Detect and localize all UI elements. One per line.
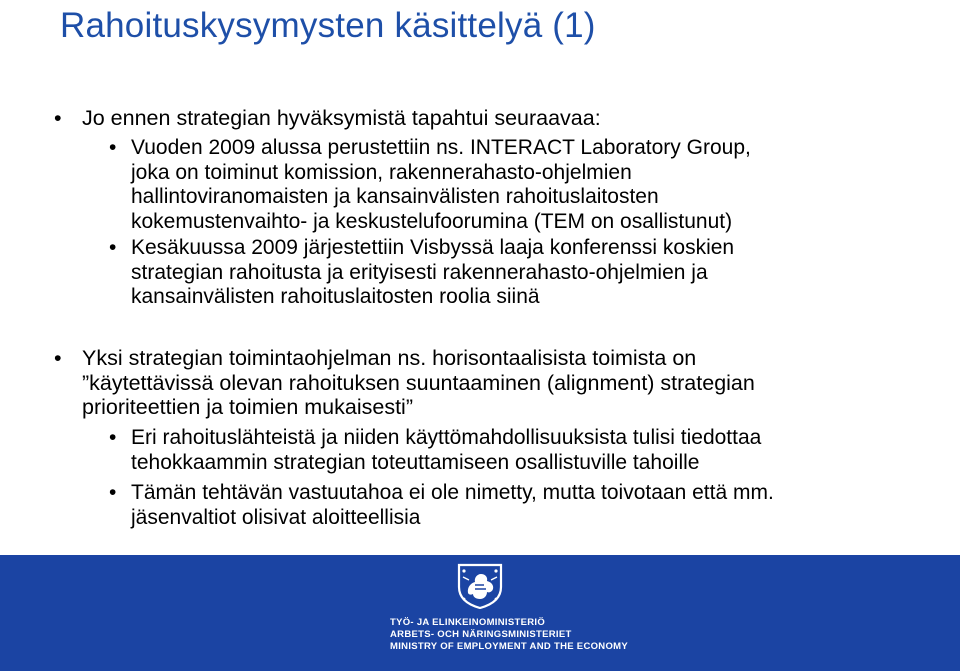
sub-bullet-2-1-line-1: Eri rahoituslähteistä ja niiden käyttömahdollisuuksista tulisi tiedottaa: [131, 426, 762, 449]
bullet-2-line-1: Yksi strategian toimintaohjelman ns. horisontaalisista toimista on: [82, 346, 697, 370]
sub-bullet-marker: •: [109, 236, 117, 259]
bullet-1-line-1: Jo ennen strategian hyväksymistä tapahtui seuraavaa:: [82, 106, 601, 130]
sub-bullet-1-1-line-3: hallintoviranomaisten ja kansainvälisten rahoituslaitosten: [131, 185, 659, 208]
sub-bullet-1-2-line-3: kansainvälisten rahoituslaitosten roolia siinä: [131, 285, 540, 308]
sub-bullet-2-1-line-2: tehokkaammin strategian toteuttamiseen osallistuville tahoille: [131, 450, 700, 474]
sub-bullet-marker: •: [109, 136, 117, 159]
sub-bullet-item-2-2: [109, 481, 774, 530]
bullet-2-line-3: prioriteettien ja toimien mukaisesti”: [82, 395, 413, 419]
ministry-name-english: MINISTRY OF EMPLOYMENT AND THE ECONOMY: [390, 641, 628, 652]
sub-bullet-2-2-line-1: Tämän tehtävän vastuutahoa ei ole nimetty, mutta toivotaan että mm.: [131, 481, 774, 504]
lion-crest-icon: [453, 563, 507, 609]
sub-bullet-1-1-line-1: Vuoden 2009 alussa perustettiin ns. INTERACT Laboratory Group,: [131, 136, 751, 159]
bullet-marker: •: [54, 106, 62, 130]
bullet-item-1: [54, 106, 601, 131]
sub-bullet-2-2-line-2: jäsenvaltiot olisivat aloitteellisia: [131, 505, 421, 529]
bullet-item-2: [54, 346, 755, 420]
sub-bullet-1-2-line-2: strategian rahoitusta ja erityisesti rakennerahasto-ohjelmien ja: [131, 260, 708, 284]
sub-bullet-1-2-line-1: Kesäkuussa 2009 järjestettiin Visbyssä laaja konferenssi koskien: [131, 236, 735, 259]
sub-bullet-marker: •: [109, 426, 117, 449]
slide-title: Rahoituskysymysten käsittelyä (1): [60, 6, 596, 45]
ministry-footer-banner: [0, 555, 960, 671]
sub-bullet-1-1-line-4: kokemustenvaihto- ja keskustelufoorumina (TEM on osallistunut): [131, 209, 733, 233]
sub-bullet-item-1-1: [109, 136, 751, 234]
sub-bullet-item-2-1: [109, 426, 762, 475]
bullet-marker: •: [54, 346, 62, 370]
ministry-name-swedish: ARBETS- OCH NÄRINGSMINISTERIET: [390, 629, 572, 640]
ministry-name-finnish: TYÖ- JA ELINKEINOMINISTERIÖ: [390, 617, 546, 628]
sub-bullet-item-1-2: [109, 236, 735, 310]
sub-bullet-marker: •: [109, 481, 117, 504]
sub-bullet-1-1-line-2: joka on toiminut komission, rakennerahasto-ohjelmien: [131, 160, 632, 184]
bullet-2-line-2: ”käytettävissä olevan rahoituksen suuntaaminen (alignment) strategian: [82, 370, 755, 395]
